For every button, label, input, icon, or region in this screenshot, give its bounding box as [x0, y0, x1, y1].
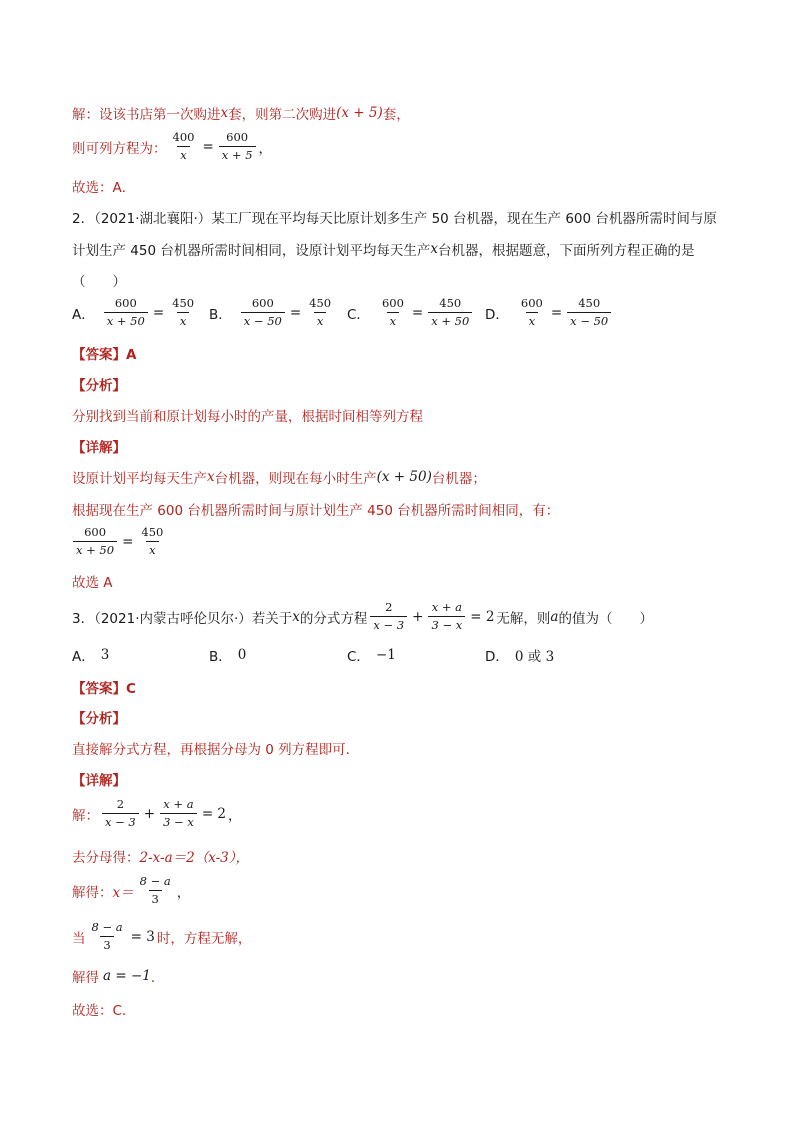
q3-option-c: C． −1 [347, 647, 396, 665]
q3-choose: 故选：C． [72, 1003, 136, 1019]
q2-detail-heading: 【详解】 [72, 440, 126, 456]
q2-analysis-text: 分别找到当前和原计划每小时的产量，根据时间相等列方程 [72, 409, 423, 425]
q3-option-a: A． 3 [72, 647, 110, 665]
q2-detail-line-2: 根据现在生产 600 台机器所需时间与原计划生产 450 台机器所需时间相同，有： [72, 503, 560, 519]
q2-stem-line-2: 计划生产 450 台机器所需时间相同，设原计划平均每天生产 x 台机器，根据题意，下面所列方程正确的是 [72, 241, 695, 259]
q3-stem: 3．（2021·内蒙古呼伦贝尔·）若关于 x 的分式方程 $\frac{2}{x - 3}$ + $\frac{x + a}{3 - x}$ = 2 无解，则 a 的值为（ ） [72, 600, 653, 632]
q3-step-1: 去分母得： 2-x-a＝2（x-3）， [72, 850, 250, 866]
fraction-600-x-plus-5: $\frac{600}{x + 5}$ [219, 130, 256, 163]
q3-detail-equation: 解： $\frac{2}{x - 3}$ + $\frac{x + a}{3 - x}$ = 2 ， [72, 797, 242, 829]
q2-choose: 故选 A [72, 575, 113, 591]
q3-analysis-text: 直接解分式方程，再根据分母为 0 列方程即可． [72, 742, 360, 758]
q2-detail-line-1: 设原计划平均每天生产 x 台机器，则现在每小时生产 (x + 50) 台机器； [72, 469, 486, 487]
q3-analysis-heading: 【分析】 [72, 711, 126, 727]
q2-option-d: D． $\frac{600}{x}$ = $\frac{450}{x - 50}$ [485, 296, 614, 329]
q2-option-b: B． $\frac{600}{x - 50}$ = $\frac{450}{x}$ [209, 296, 332, 328]
q3-step-4: 解得 a = −1 ． [72, 968, 165, 986]
q3-option-d: D． 0 或 3 [485, 649, 555, 665]
q2-option-c: C． $\frac{600}{x}$ = $\frac{450}{x + 50}$ [347, 296, 475, 329]
q3-detail-heading: 【详解】 [72, 773, 126, 789]
prev-choose: 故选：A． [72, 180, 136, 196]
q2-answer: 【答案】A [72, 347, 137, 363]
q3-answer: 【答案】C [72, 681, 136, 697]
fraction-400-x: $\frac{400}{x}$ [172, 130, 195, 162]
q3-step-2: 解得： x＝ $\frac{8 - a}{3}$ ， [72, 874, 191, 906]
q2-paren: （ ） [72, 274, 126, 290]
q2-stem-line-1: 2．（2021·湖北襄阳·）某工厂现在平均每天比原计划多生产 50 台机器，现在生产 600 台机器所需时间与原 [72, 211, 717, 227]
q2-option-a: A． $\frac{600}{x + 50}$ = $\frac{450}{x}$ [72, 296, 195, 328]
q2-detail-equation: $\frac{600}{x + 50}$ = $\frac{450}{x}$ [70, 525, 169, 558]
prev-solution-line-1: 解：设该书店第一次购进 x 套，则第二次购进 (x + 5) 套， [72, 105, 410, 123]
q3-option-b: B． 0 [209, 647, 247, 665]
prev-solution-equation: 则可列方程为： $\frac{400}{x}$ = $\frac{600}{x + 5}$ ， [72, 130, 273, 162]
q3-step-3: 当 $\frac{8 - a}{3}$ = 3 时，方程无解， [72, 920, 252, 952]
q2-analysis-heading: 【分析】 [72, 378, 126, 394]
